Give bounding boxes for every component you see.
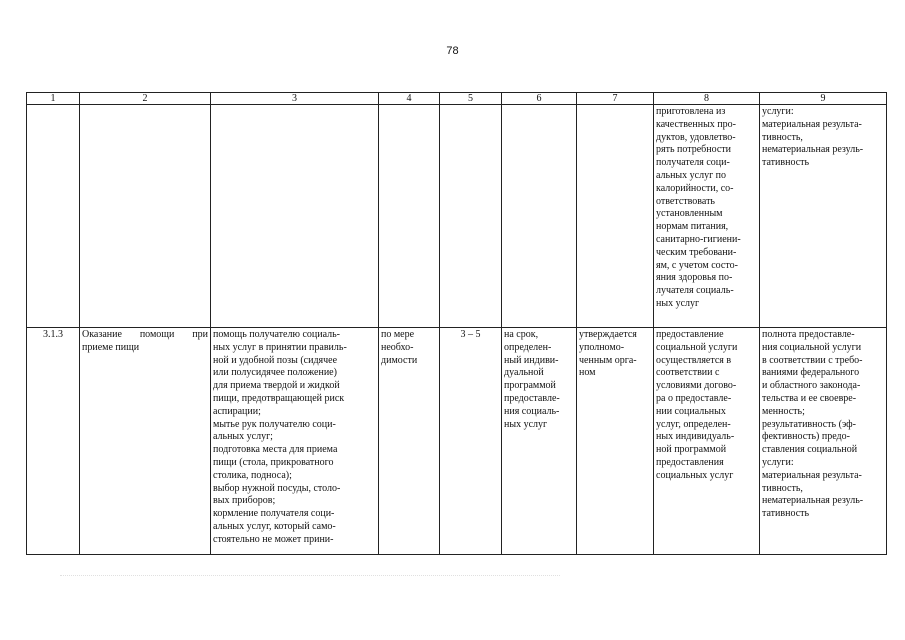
cell-description [211, 105, 379, 328]
cell-tariff [577, 105, 654, 328]
column-number-row [27, 93, 887, 105]
column-header-7: 7 [577, 93, 654, 105]
cell-conditions: приготовлена из качественных про- дуктов, удовлетво- рять потребности получателя соци- альных услуг по калорийности, со- ответствовать установленным нормам питания, санитарно-гигиени- ческим требовани- ям, с учетом состо- яния здоровья по- лучателя социаль- ных услуг [654, 105, 760, 328]
page-number: 78 [446, 45, 459, 57]
column-header-4: 4 [379, 93, 440, 105]
cell-quality-indicators: услуги: материальная результа- тивность, нематериальная резуль- тативность [760, 105, 887, 328]
cell-number [27, 105, 80, 328]
cell-quality-indicators: полнота предоставле- ния социальной услуги в соответствии с требо- ваниями федерального и областного законода- тельства и ее своевре- менность; результативность (эф- фективность) предо- ставления социальной услуги: материальная результа- тивность, нематериальная резуль- тативность [760, 328, 887, 555]
cell-tariff: утверждается уполномо- ченным орга- ном [577, 328, 654, 555]
table-row-continuation [27, 105, 887, 328]
column-header-9: 9 [760, 93, 887, 105]
cell-duration [440, 105, 502, 328]
cell-term: на срок, определен- ный индиви- дуальной программой предоставле- ния социаль- ных услуг [502, 328, 577, 555]
column-header-2: 2 [80, 93, 211, 105]
column-header-6: 6 [502, 93, 577, 105]
column-header-5: 5 [440, 93, 502, 105]
cell-conditions: предоставление социальной услуги осуществляется в соответствии с условиями догово- ра о предоставле- нии социальных услуг, определен- ных индивидуаль- ной программой предоставления социальных услуг [654, 328, 760, 555]
cell-service-name [80, 105, 211, 328]
cell-frequency [379, 105, 440, 328]
cell-description: помощь получателю социаль- ных услуг в принятии правиль- ной и удобной позы (сидячее или полусидячее положение) для приема твердой и жидкой пищи, предотвращающей риск аспирации; мытье рук получателю соци- альных услуг; подготовка места для приема пищи (стола, прикроватного столика, подноса); выбор нужной посуды, столо- вых приборов; кормление получателя соци- альных услуг, который само- стоятельно не может прини- [211, 328, 379, 555]
cell-number: 3.1.3 [27, 328, 80, 555]
scan-noise [60, 575, 560, 586]
cell-frequency: по мере необхо- димости [379, 328, 440, 555]
cell-service-name: Оказание помощи при приеме пищи [80, 328, 211, 555]
cell-term [502, 105, 577, 328]
column-header-3: 3 [211, 93, 379, 105]
table-row-3-1-3 [27, 328, 887, 555]
services-table [26, 92, 887, 555]
column-header-1: 1 [27, 93, 80, 105]
cell-duration: 3 – 5 [440, 328, 502, 555]
column-header-8: 8 [654, 93, 760, 105]
